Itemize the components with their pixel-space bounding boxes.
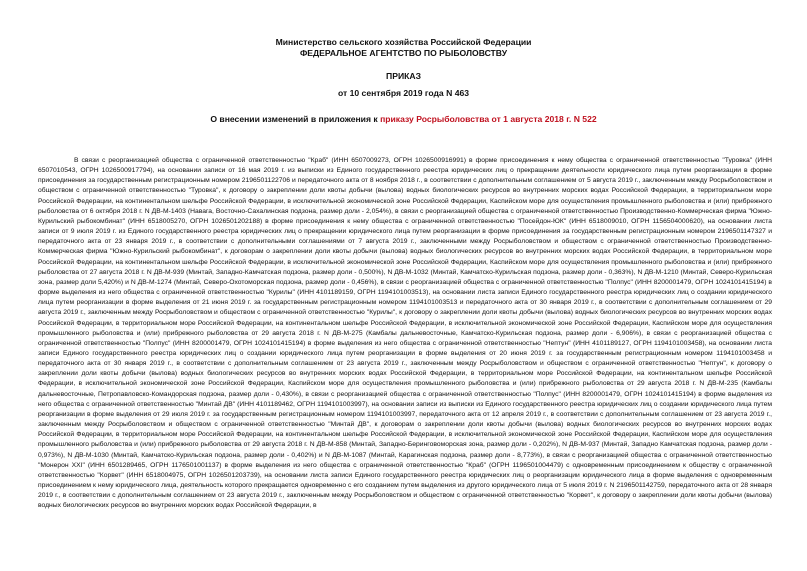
order-reference-link[interactable]: приказу Росрыболовства от 1 августа 2018 г. N 522 — [380, 114, 597, 124]
document-date-number: от 10 сентября 2019 года N 463 — [337, 88, 470, 98]
document-type: ПРИКАЗ — [386, 71, 421, 81]
agency-name: ФЕДЕРАЛЬНОЕ АГЕНТСТВО ПО РЫБОЛОВСТВУ — [299, 48, 508, 58]
title-prefix: О внесении изменений в приложения к — [210, 114, 381, 124]
body-paragraph: В связи с реорганизацией общества с ограниченной ответственностью "Краб" (ИНН 6507009273, ОГРН 1026500916991) в форме присоединения к нему общества с ограниченной ответственностью "Туровка" (ИНН 6507010543, ОГРН 1026500917794), на основании записи от 16 мая 2019 г. из выписки из Единого государственного реестра юридических лиц о прекращении деятельности юридического лица путем реорганизации в форме присоединения за государственным регистрационным номером 2196501122706 и передаточного акта от 8 ноября 2018 г., в соответствии с дополнительным соглашением от 5 августа 2019 г., заключенным между Росрыболовством и обществом с ограниченной ответственностью "Туровка", к договору о закреплении доли квоты добычи (вылова) водных биологических ресурсов во внутренних морских водах Российской Федерации, в территориальном море Российской Федерации, на континентальном шельфе Российской Федерации, в исключительной экономической зоне Российской Федерации, Каспийском море для осуществления промышленного рыболовства и (или) прибрежного рыболовства от 6 октября 2018 г. N ДВ-М-1403 (Навага, Восточно-Сахалинская подзона, размер доли - 2,054%), в связи с реорганизацией общества с ограниченной ответственностью Производственно-Коммерческая фирма "Южно-Курильский рыбокомбинат" (ИНН 6518005270, ОГРН 1026501202188) в форме присоединения к нему общества с ограниченной ответственностью "Посейдон-ЮК" (ИНН 6518009010, ОГРН 1156504000620), на основании листа записи от 9 июля 2019 г. из Единого государственного реестра юридических лиц о прекращении юридического лица путем реорганизации в форме присоединения за государственным регистрационным номером 2196501147327 и передаточного акта от 23 января 2019 г., в соответствии с дополнительными соглашениями от 7 августа 2019 г., заключенными между Росрыболовством и обществом с ограниченной ответственностью Производственно-Коммерческая фирма "Южно-Курильский рыбокомбинат", к договорам о закреплении доли квоты добычи (вылова) водных биологических ресурсов во внутренних морских водах Российской Федерации, в территориальном море Российской Федерации, на континентальном шельфе Российской Федерации, в исключительной экономической зоне Российской Федерации, Каспийском море для осуществления промышленного рыболовства и (или) прибрежного рыболовства от 27 августа 2018 г. N ДВ-М-939 (Минтай, Западно-Камчатская подзона, размер доли - 0,500%), N ДВ-М-1032 (Минтай, Камчатско-Курильская подзона, размер доли - 0,363%), N ДВ-М-1210 (Минтай, Северо-Курильская зона, размер доли 5,420%) и N ДВ-М-1274 (Минтай, Северо-Охотоморская подзона, размер доли - 0,456%), в связи с реорганизацией общества с ограниченной ответственностью "Полпус" (ИНН 8200001479, ОГРН 1024101415194) в форме выделения из него общества с ограниченной ответственностью "Курилы" (ИНН 4101189159, ОГРН 1194101003513), на основании листа записи Единого государственного реестра юридических лиц о создании юридического лица путем реорганизации в форме выделения от 21 июня 2019 г. за государственным регистрационным номером 1194101003513 и передаточного акта от 30 января 2019 г., в соответствии с дополнительным соглашением от 29 августа 2019 г., заключенным между Росрыболовством и обществом с ограниченной ответственностью "Курилы", к договору о закреплении доли квоты добычи (вылова) водных биологических ресурсов во внутренних морских водах Российской Федерации, в территориальном море Российской Федерации, на континентальном шельфе Российской Федерации, в исключительной экономической зоне Российской Федерации, Каспийском море для осуществления промышленного рыболовства и (или) прибрежного рыболовства от 29 августа 2018 г. N ДВ-М-275 (Камбалы дальневосточные, Камчатско-Курильская подзона, размер доли - 6,906%), в связи с реорганизацией общества с ограниченной ответственностью "Полпус" (ИНН 8200001479, ОГРН 1024101415194) в форме выделения из него общества с ограниченной ответственностью "Нептун" (ИНН 4101189127, ОГРН 1194101003458), на основании листа записи Единого государственного реестра юридических лиц о создании юридического лица путем реорганизации в форме выделения от 20 июня 2019 г. за государственным регистрационным номером 1194101003458 и передаточного акта от 30 января 2019 г., в соответствии с дополнительным соглашением от 23 августа 2019 г., заключенным между Росрыболовством и обществом с ограниченной ответственностью "Нептун", к договору о закреплении доли квоты добычи (вылова) водных биологических ресурсов во внутренних морских водах Российской Федерации, в территориальном море Российской Федерации, на континентальном шельфе Российской Федерации, в исключительной экономической зоне Российской Федерации, Каспийском море для осуществления промышленного рыболовства и (или) прибрежного рыболовства от 29 августа 2018 г. N ДВ-М-235 (Камбалы дальневосточные, Петропавловско-Командорская подзона, размер доли - 0,430%), в связи с реорганизацией общества с ограниченной ответственностью "Полпус" (ИНН 8200001479, ОГРН 1024101415194) в форме выделения из него общества с ограниченной ответственностью "Минтай ДВ" (ИНН 4101189462, ОГРН 1194101003997), на основании записи из выписки из Единого государственного реестра юридических лиц о создании юридического лица путем реорганизации в форме выделения от 29 июля 2019 г. за государственным регистрационным номером 1194101003997, передаточного акта от 12 апреля 2019 г., в соответствии с дополнительным соглашением от 23 августа 2019 г., заключенным между Росрыболовством и обществом с ограниченной ответственностью "Минтай ДВ", к договорам о закреплении доли квоты добычи (вылова) водных биологических ресурсов во внутренних морских водах Российской Федерации, в территориальном море Российской Федерации, на континентальном шельфе Российской Федерации, в исключительной экономической зоне Российской Федерации, Каспийском море для осуществления промышленного рыболовства и (или) прибрежного рыболовства от 29 августа 2018 г. N ДВ-М-858 (Минтай, Западно-Беринговоморская зона, размер доли - 0,202%), N ДВ-М-937 (Минтай, Западно Камчатская подзона, размер доли - 0,973%), N ДВ-М-1030 (Минтай, Камчатско-Курильская подзона, размер доли - 0,402%) и N ДВ-М-1087 (Минтай, Карагинская подзона, размер доли - 8,773%), в связи с реорганизацией общества с ограниченной ответственностью "Монерон ХХI" (ИНН 6501289465, ОГРН 1176501001137) в форме выделения из него общества с ограниченной ответственностью "Краб" (ОГРН 1196501004479) с одновременным присоединением к обществу с ограниченной ответственностью "Корвет" (ИНН 6518004975, ОГРН 1026501203739), на основании листа записи Единого государственного реестра юридических лиц о реорганизации юридического лица в форме выделения с одновременным присоединением к нему юридического лица, деятельность которого прекращается одновременно с его созданием путем выделения из другого юридического лица от 5 июля 2019 г. N 2196501142759, передаточного акта от 28 января 2019 г., в соответствии с дополнительным соглашением от 23 августа 2019 г., заключенным между Росрыболовством и обществом с ограниченной ответственностью "Корвет", к договору о закреплении доли квоты добычи (вылова) водных биологических ресурсов во внутренних морских водах Российской Федерации, в — [38, 157, 772, 510]
document-title — [0, 114, 807, 125]
ministry-name: Министерство сельского хозяйства Российской Федерации — [275, 37, 532, 47]
